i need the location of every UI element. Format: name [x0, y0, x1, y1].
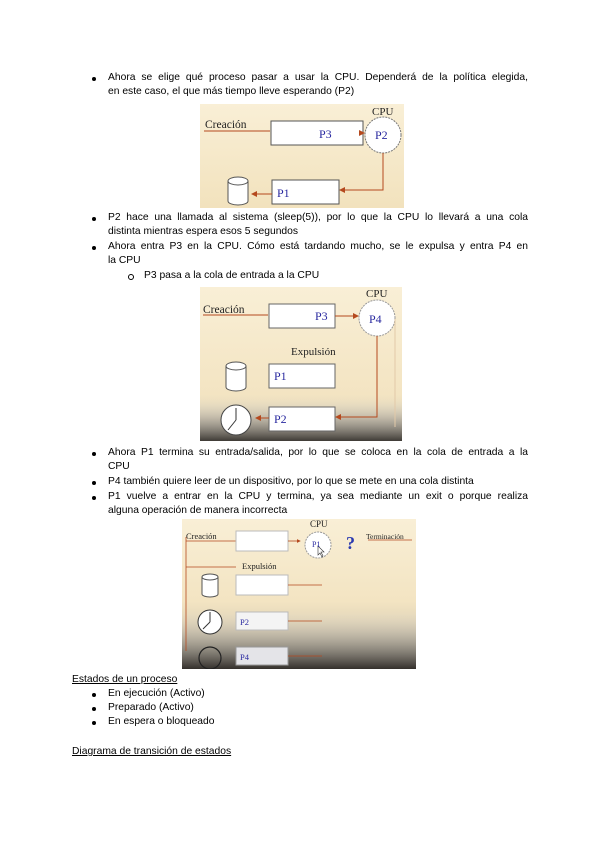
process-label: P2 [375, 128, 388, 142]
process-label: P2 [274, 412, 287, 426]
list-item: En espera o bloqueado [108, 716, 215, 727]
cpu-label: CPU [310, 519, 328, 529]
list-item: Preparado (Activo) [108, 702, 194, 713]
clock-icon [198, 610, 222, 634]
paragraph-line: Ahora entra P3 en la CPU. Cómo está tardando mucho, se le expulsa y entra P4 en [108, 241, 528, 252]
creacion-label: Creación [203, 304, 245, 316]
clock-icon [221, 405, 251, 435]
terminacion-label: Terminación [366, 532, 404, 541]
process-label: P2 [240, 617, 249, 627]
diagram-figure-3 [182, 519, 416, 669]
disk-icon [202, 574, 218, 597]
bullet-dot [92, 217, 96, 221]
question-icon: ? [346, 533, 355, 553]
queue-box [271, 121, 363, 145]
process-label: P4 [369, 312, 382, 326]
creacion-label: Creación [205, 119, 247, 131]
disk-icon [228, 177, 248, 205]
paragraph-line: en este caso, el que más tiempo lleve esperando (P2) [108, 86, 355, 97]
process-label: P4 [240, 652, 249, 662]
bullet-dot [92, 707, 96, 711]
process-label: P1 [274, 369, 287, 383]
paragraph-line: distinta mientras espera esos 5 segundos [108, 226, 299, 237]
section-heading: Estados de un proceso [72, 674, 178, 685]
process-label: P3 [319, 127, 332, 141]
bullet-dot [92, 77, 96, 81]
paragraph-line: alguna operación de manera incorrecta [108, 505, 288, 516]
paragraph-line: P1 vuelve a entrar en la CPU y termina, ya sea mediante un exit o porque realiza [108, 491, 528, 502]
paragraph-line: P4 también quiere leer de un dispositivo, por lo que se mete en una cola distinta [108, 476, 474, 487]
bullet-dot [92, 452, 96, 456]
bullet-dot [92, 496, 96, 500]
paragraph-line: P2 hace una llamada al sistema (sleep(5)), por lo que la CPU lo llevará a una cola [108, 212, 528, 223]
paragraph-line: Ahora P1 termina su entrada/salida, por lo que se coloca en la cola de entrada a la [108, 447, 528, 458]
disk-icon [226, 362, 246, 391]
cpu-label: CPU [372, 106, 394, 118]
cpu-label: CPU [366, 288, 388, 300]
process-label: P1 [312, 540, 321, 549]
bullet-dot [92, 481, 96, 485]
queue-box [236, 531, 288, 551]
process-label: P1 [277, 186, 290, 200]
expulsion-label: Expulsión [291, 346, 336, 358]
list-item: En ejecución (Activo) [108, 688, 205, 699]
expulsion-label: Expulsión [242, 561, 277, 571]
process-label: P3 [315, 309, 328, 323]
paragraph-line: Ahora se elige qué proceso pasar a usar la CPU. Dependerá de la política elegida, [108, 72, 528, 83]
bullet-dot [92, 693, 96, 697]
paragraph-line: P3 pasa a la cola de entrada a la CPU [144, 270, 320, 281]
creacion-label: Creación [186, 531, 217, 541]
paragraph-line: la CPU [108, 255, 141, 266]
section-heading: Diagrama de transición de estados [72, 746, 232, 757]
paragraph-line: CPU [108, 461, 130, 472]
sub-bullet-dot [128, 274, 134, 280]
bullet-dot [92, 246, 96, 250]
queue-box [236, 575, 288, 595]
bullet-dot [92, 721, 96, 725]
diagram-figure-2 [200, 287, 402, 441]
diagram-figure-1 [200, 104, 404, 208]
